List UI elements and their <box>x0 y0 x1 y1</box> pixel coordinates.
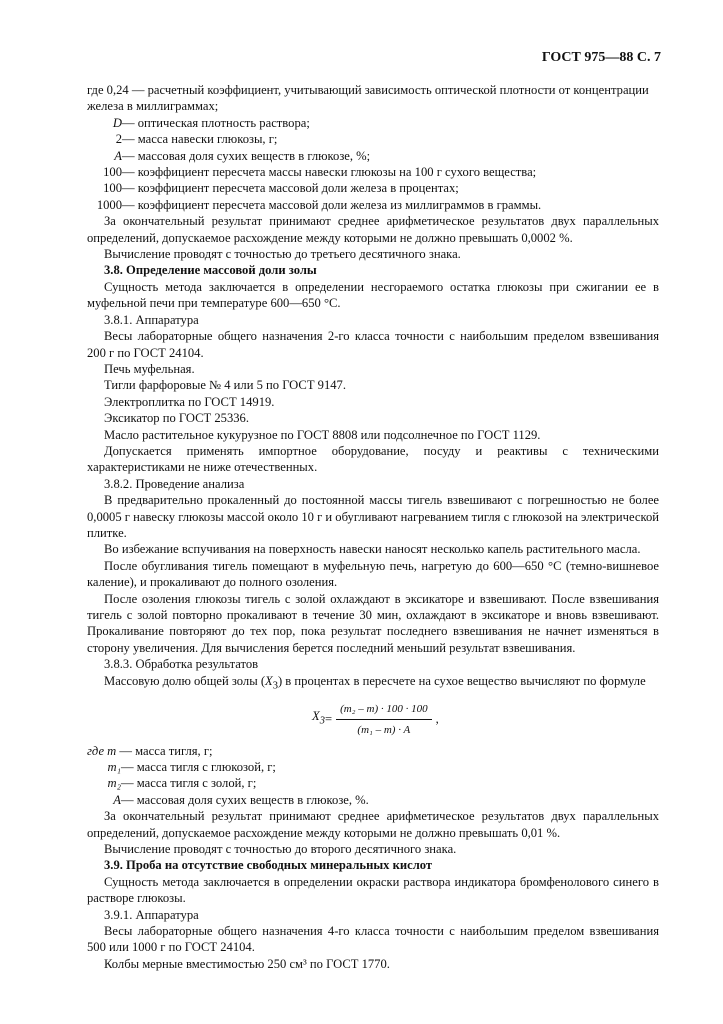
paragraph: Весы лабораторные общего назначения 2-го класса точности с наибольшим пределом взвешивания 200 г по ГОСТ 24104. <box>87 329 659 360</box>
subsection-heading-3-8-2: 3.8.2. Проведение анализа <box>104 476 245 491</box>
paragraph: Вычисление проводят с точностью до третьего десятичного знака. <box>104 247 461 262</box>
paragraph: Допускается применять импортное оборудование, посуду и реактивы с техническими характеристиками не ниже отечественных. <box>87 443 659 475</box>
formula-equals: = <box>324 712 333 727</box>
paragraph: За окончательный результат принимают среднее арифметическое результатов двух параллельных определений, допускаемое расхождение между которыми не должно превышать 0,01 %. <box>87 809 659 840</box>
paragraph: Сущность метода заключается в определении несгораемого остатка глюкозы при сжигании ее в муфельной печи при температуре 600—650 °С. <box>87 279 659 311</box>
definition-text: масса тигля с золой, г; <box>136 776 257 791</box>
definition-symbol: A <box>114 148 122 163</box>
definition-row: 100 — коэффициент пересчета массовой доли железа в процентах; <box>87 180 659 196</box>
paragraph: Эксикатор по ГОСТ 25336. <box>104 411 249 426</box>
definition-text: расчетный коэффициент, учитывающий зависимость оптической плотности от концентрации железа в миллиграммах; <box>87 83 649 114</box>
formula-tail: , <box>435 712 439 727</box>
formula-fraction <box>336 701 432 739</box>
paragraph: Весы лабораторные общего назначения 4-го класса точности с наибольшим пределом взвешивания 500 или 1000 г по ГОСТ 24104. <box>87 924 659 955</box>
formula-numerator: (m₂ – m) · 100 · 100 <box>336 701 432 720</box>
paragraph: За окончательный результат принимают среднее арифметическое результатов двух параллельных определений, допускаемое расхождение между которыми не должно превышать 0,0002 %. <box>87 214 659 245</box>
definition-symbol: D <box>112 115 122 130</box>
definition-text: коэффициент пересчета массовой доли железа из миллиграммов в граммы. <box>137 197 542 212</box>
paragraph: Сущность метода заключается в определении окраски раствора индикатора бромфенолового синего в растворе глюкозы. <box>87 874 659 906</box>
paragraph: Во избежание вспучивания на поверхность навески наносят несколько капель растительного масла. <box>104 542 641 557</box>
subsection-heading-3-8-1: 3.8.1. Аппаратура <box>104 312 199 327</box>
paragraph: Массовую долю общей золы $(X_3)$ в процентах в пересчете на сухое вещество вычисляют по формуле <box>104 673 646 692</box>
definition-symbol: 100 <box>103 165 122 180</box>
definition-text: коэффициент пересчета массы навески глюкозы на 100 г сухого вещества; <box>137 165 537 180</box>
section-heading-3-8: 3.8. Определение массовой доли золы <box>104 263 317 278</box>
subsection-heading-3-9-1: 3.9.1. Аппаратура <box>104 907 199 922</box>
paragraph: Тигли фарфоровые № 4 или 5 по ГОСТ 9147. <box>104 378 347 393</box>
definitions-list-iron <box>87 82 659 213</box>
definition-row: 100 — коэффициент пересчета массы навески глюкозы на 100 г сухого вещества; <box>87 164 659 180</box>
definition-row: A — массовая доля сухих веществ в глюкозе, %; <box>114 148 371 163</box>
paragraph: В предварительно прокаленный до постоянной массы тигель взвешивают с погрешностью не более 0,0005 г навеску глюкозы массой около 10 г и обугливают нагреванием тигля с глюкозой на электрической плитке. <box>87 493 659 540</box>
ash-formula <box>312 701 439 739</box>
definition-text: масса навески глюкозы, г; <box>137 132 278 147</box>
definition-symbol: 2 <box>115 132 122 147</box>
definition-row: где 0,24 — расчетный коэффициент, учитывающий зависимость оптической плотности от концентрации железа в миллиграммах; <box>87 83 649 114</box>
definitions-list-ash <box>87 743 659 809</box>
definition-row: A — массовая доля сухих веществ в глюкозе, %. <box>113 792 369 807</box>
definition-text: коэффициент пересчета массовой доли железа в процентах; <box>137 181 459 196</box>
definition-text: массовая доля сухих веществ в глюкозе, %; <box>137 148 371 163</box>
paragraph: Вычисление проводят с точностью до второго десятичного знака. <box>104 841 457 856</box>
page-header: ГОСТ 975—88 С. 7 <box>541 50 661 65</box>
paragraph: Печь муфельная. <box>104 361 195 376</box>
definition-text: массовая доля сухих веществ в глюкозе, %. <box>136 792 369 807</box>
definition-row: 1000 — коэффициент пересчета массовой доли железа из миллиграммов в граммы. <box>87 197 659 213</box>
definition-row: D — оптическая плотность раствора; <box>112 115 310 130</box>
definition-symbol: 1000 <box>96 197 122 212</box>
definition-symbol: A <box>113 792 121 807</box>
page-content <box>87 82 659 972</box>
formula-block <box>87 695 659 743</box>
formula-lhs: $X_3$ <box>312 709 325 727</box>
definition-row: m₁ — масса тигля с глюкозой, г; <box>107 759 276 774</box>
definition-text: масса тигля с глюкозой, г; <box>136 759 276 774</box>
definition-symbol: m₁ <box>107 759 121 774</box>
definition-row: 2 — масса навески глюкозы, г; <box>87 131 659 147</box>
definition-symbol: где m <box>87 743 117 758</box>
definition-text: оптическая плотность раствора; <box>137 115 310 130</box>
formula-denominator: (m₁ – m) · A <box>357 723 411 736</box>
definition-symbol: m₂ <box>107 776 121 791</box>
paragraph: После озоления глюкозы тигель с золой охлаждают в эксикаторе и взвешивают. После взвешивания тигель с золой повторно прокаливают в течение 30 мин, охлаждают в эксикаторе и вновь взвешивают. Прокаливание повторяют до тех пор, пока результат последнего взвешивания не начнет изменяться в сторону увеличения. Для вычисления берется последний меньший результат взвешивания. <box>87 591 659 655</box>
section-heading-3-9: 3.9. Проба на отсутствие свободных минеральных кислот <box>104 858 433 873</box>
subsection-heading-3-8-3: 3.8.3. Обработка результатов <box>104 657 259 672</box>
definition-row: где m — масса тигля, г; <box>87 743 213 758</box>
definition-row: m₂ — масса тигля с золой, г; <box>107 776 257 791</box>
definition-symbol: 100 <box>103 181 122 196</box>
paragraph: Масло растительное кукурузное по ГОСТ 8808 или подсолнечное по ГОСТ 1129. <box>104 427 541 442</box>
definition-symbol: где 0,24 <box>87 83 129 97</box>
paragraph: Колбы мерные вместимостью 250 см³ по ГОСТ 1770. <box>104 956 390 971</box>
paragraph: Электроплитка по ГОСТ 14919. <box>104 394 275 409</box>
paragraph: После обугливания тигель помещают в муфельную печь, нагретую до 600—650 °С (темно-вишневое каление), и прокаливают до полного озоления. <box>87 558 659 590</box>
definition-text: масса тигля, г; <box>135 743 213 758</box>
